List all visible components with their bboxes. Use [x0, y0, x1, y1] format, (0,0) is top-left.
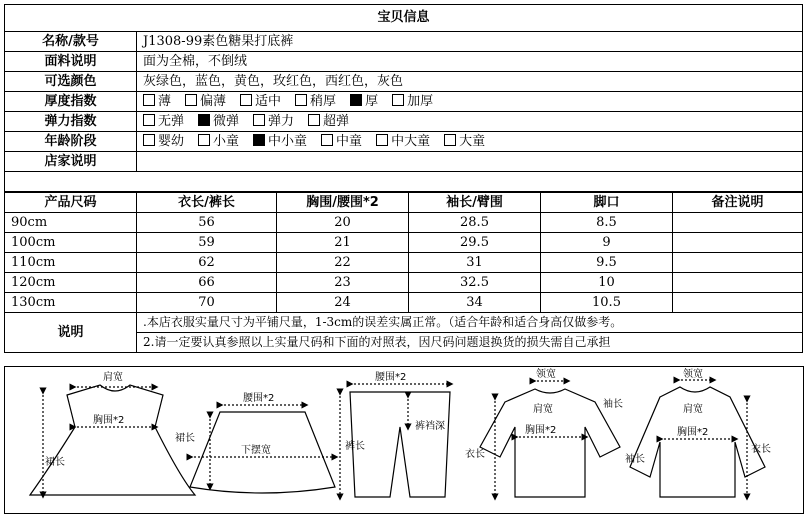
- unchecked-box-icon: [185, 94, 197, 106]
- measure-cell: [673, 273, 803, 293]
- shirt-drawing: [480, 381, 620, 497]
- measure-cell: 66: [137, 273, 277, 293]
- size-table: [4, 192, 803, 353]
- skirt-hem-label: 下摆宽: [241, 445, 271, 456]
- option-item: [321, 134, 362, 149]
- row-label: 店家说明: [5, 152, 137, 172]
- unchecked-box-icon: [143, 134, 155, 146]
- header-cell: 衣长/裤长: [137, 193, 277, 213]
- option-item: [198, 134, 239, 149]
- option-label: 中大童: [391, 134, 431, 149]
- info-row-colors: [5, 72, 803, 92]
- option-label: 适中: [255, 94, 282, 109]
- elasticity-options: [137, 112, 803, 132]
- option-item: [350, 94, 378, 109]
- unchecked-box-icon: [143, 94, 155, 106]
- note-line-2: 2.请一定要认真参照以上实量尺码和下面的对照表，因尺码问题退换货的损失需自己承担: [137, 333, 803, 353]
- size-cell: 90cm: [5, 213, 137, 233]
- option-label: 偏薄: [200, 94, 227, 109]
- measure-cell: 22: [277, 253, 409, 273]
- size-cell: 110cm: [5, 253, 137, 273]
- info-row-shop-note: [5, 152, 803, 172]
- option-label: 中童: [336, 134, 363, 149]
- unchecked-box-icon: [295, 94, 307, 106]
- option-item: [308, 114, 349, 129]
- option-label: 厚: [365, 94, 379, 109]
- size-table-header: [5, 193, 803, 213]
- skirt-length-label: 裙长: [175, 433, 195, 444]
- row-value: J1308-99素色糖果打底裤: [137, 32, 803, 52]
- measure-cell: 8.5: [541, 213, 673, 233]
- option-item: [444, 134, 485, 149]
- shirt-chest-label: 胸围*2: [525, 425, 557, 436]
- header-cell: 备注说明: [673, 193, 803, 213]
- unchecked-box-icon: [253, 114, 265, 126]
- measure-cell: 29.5: [409, 233, 541, 253]
- option-label: 大童: [459, 134, 486, 149]
- shirt-shoulder-label: 肩宽: [533, 404, 553, 415]
- shirt-collar-label: 领宽: [536, 369, 556, 380]
- option-item: [185, 94, 226, 109]
- measure-cell: 23: [277, 273, 409, 293]
- unchecked-box-icon: [444, 134, 456, 146]
- measure-cell: 70: [137, 293, 277, 313]
- measure-cell: 10.5: [541, 293, 673, 313]
- info-row-fabric: [5, 52, 803, 72]
- thickness-options: [137, 92, 803, 112]
- note-line-1: .本店衣服实量尺寸为平铺尺量，1-3cm的误差实属正常。（适合年龄和适合身高仅做参考。: [137, 313, 803, 333]
- size-row: [5, 293, 803, 313]
- measure-cell: 31: [409, 253, 541, 273]
- tee-sleeve-label: 袖长: [625, 454, 645, 465]
- header-cell: 脚口: [541, 193, 673, 213]
- measure-cell: 10: [541, 273, 673, 293]
- row-value: [137, 152, 803, 172]
- row-value: 灰绿色，蓝色，黄色，玫红色，西红色，灰色: [137, 72, 803, 92]
- skirt-waist-label: 腰围*2: [243, 393, 275, 404]
- measure-cell: 24: [277, 293, 409, 313]
- dress-drawing: [30, 385, 195, 495]
- unchecked-box-icon: [240, 94, 252, 106]
- measure-cell: 59: [137, 233, 277, 253]
- header-cell: 胸围/腰围*2: [277, 193, 409, 213]
- measure-cell: [673, 233, 803, 253]
- checked-box-icon: [350, 94, 362, 106]
- option-item: [143, 134, 184, 149]
- row-label: 面料说明: [5, 52, 137, 72]
- measure-cell: 28.5: [409, 213, 541, 233]
- tee-collar-label: 领宽: [683, 369, 703, 380]
- measure-cell: 9: [541, 233, 673, 253]
- size-row: [5, 233, 803, 253]
- checked-box-icon: [253, 134, 265, 146]
- shirt-sleeve-label: 袖长: [603, 399, 623, 410]
- dress-shoulder-label: 肩宽: [103, 372, 123, 383]
- tee-shoulder-label: 肩宽: [683, 404, 703, 415]
- option-item: [392, 94, 433, 109]
- option-label: 无弹: [158, 114, 185, 129]
- unchecked-box-icon: [198, 134, 210, 146]
- tee-length-label: 衣长: [751, 444, 771, 455]
- pants-rise-label: 裤裆深: [415, 421, 445, 432]
- measure-cell: [673, 293, 803, 313]
- sheet-title: 宝贝信息: [5, 5, 803, 32]
- size-row: [5, 253, 803, 273]
- spacer-cell: [5, 172, 803, 192]
- unchecked-box-icon: [321, 134, 333, 146]
- option-label: 小童: [213, 134, 240, 149]
- option-item: [143, 114, 184, 129]
- product-info-table: [4, 4, 803, 192]
- row-label: 名称/款号: [5, 32, 137, 52]
- option-label: 薄: [158, 94, 172, 109]
- measure-cell: 62: [137, 253, 277, 273]
- option-label: 中小童: [268, 134, 308, 149]
- size-row: [5, 213, 803, 233]
- row-label: 年龄阶段: [5, 132, 137, 152]
- measure-cell: 34: [409, 293, 541, 313]
- header-cell: 产品尺码: [5, 193, 137, 213]
- tee-drawing: [630, 380, 765, 497]
- row-label: 弹力指数: [5, 112, 137, 132]
- unchecked-box-icon: [392, 94, 404, 106]
- info-row-elasticity: [5, 112, 803, 132]
- row-label: 可选颜色: [5, 72, 137, 92]
- option-item: [253, 114, 294, 129]
- header-cell: 袖长/臂围: [409, 193, 541, 213]
- measure-cell: [673, 213, 803, 233]
- measure-cell: 21: [277, 233, 409, 253]
- size-table-body: [5, 213, 803, 313]
- shirt-length-label: 衣长: [465, 449, 485, 460]
- option-label: 弹力: [268, 114, 295, 129]
- option-label: 婴幼: [158, 134, 185, 149]
- measure-cell: 56: [137, 213, 277, 233]
- dress-chest-label: 胸围*2: [93, 415, 125, 426]
- option-item: [240, 94, 281, 109]
- size-row: [5, 273, 803, 293]
- option-label: 微弹: [213, 114, 240, 129]
- measure-cell: 20: [277, 213, 409, 233]
- pants-length-label: 裤长: [345, 441, 365, 452]
- unchecked-box-icon: [143, 114, 155, 126]
- size-cell: 120cm: [5, 273, 137, 293]
- measure-cell: 9.5: [541, 253, 673, 273]
- option-label: 稍厚: [310, 94, 337, 109]
- size-cell: 130cm: [5, 293, 137, 313]
- measure-cell: [673, 253, 803, 273]
- option-item: [143, 94, 171, 109]
- notes-label: 说明: [5, 313, 137, 353]
- info-row-thickness: [5, 92, 803, 112]
- notes-row-1: [5, 313, 803, 333]
- option-label: 超弹: [323, 114, 350, 129]
- row-label: 厚度指数: [5, 92, 137, 112]
- info-row-name: [5, 32, 803, 52]
- pants-waist-label: 腰围*2: [375, 372, 407, 383]
- dress-length-label: 裙长: [45, 457, 65, 468]
- row-value: 面为全棉，不倒绒: [137, 52, 803, 72]
- option-item: [376, 134, 430, 149]
- spacer-row: [5, 172, 803, 192]
- unchecked-box-icon: [376, 134, 388, 146]
- size-cell: 100cm: [5, 233, 137, 253]
- measurement-illustrations: [5, 367, 803, 513]
- option-label: 加厚: [407, 94, 434, 109]
- measurement-diagram: [4, 366, 804, 514]
- option-item: [253, 134, 307, 149]
- measure-cell: 32.5: [409, 273, 541, 293]
- tee-chest-label: 胸围*2: [677, 427, 709, 438]
- option-item: [198, 114, 239, 129]
- option-item: [295, 94, 336, 109]
- unchecked-box-icon: [308, 114, 320, 126]
- checked-box-icon: [198, 114, 210, 126]
- info-row-age: [5, 132, 803, 152]
- age-options: [137, 132, 803, 152]
